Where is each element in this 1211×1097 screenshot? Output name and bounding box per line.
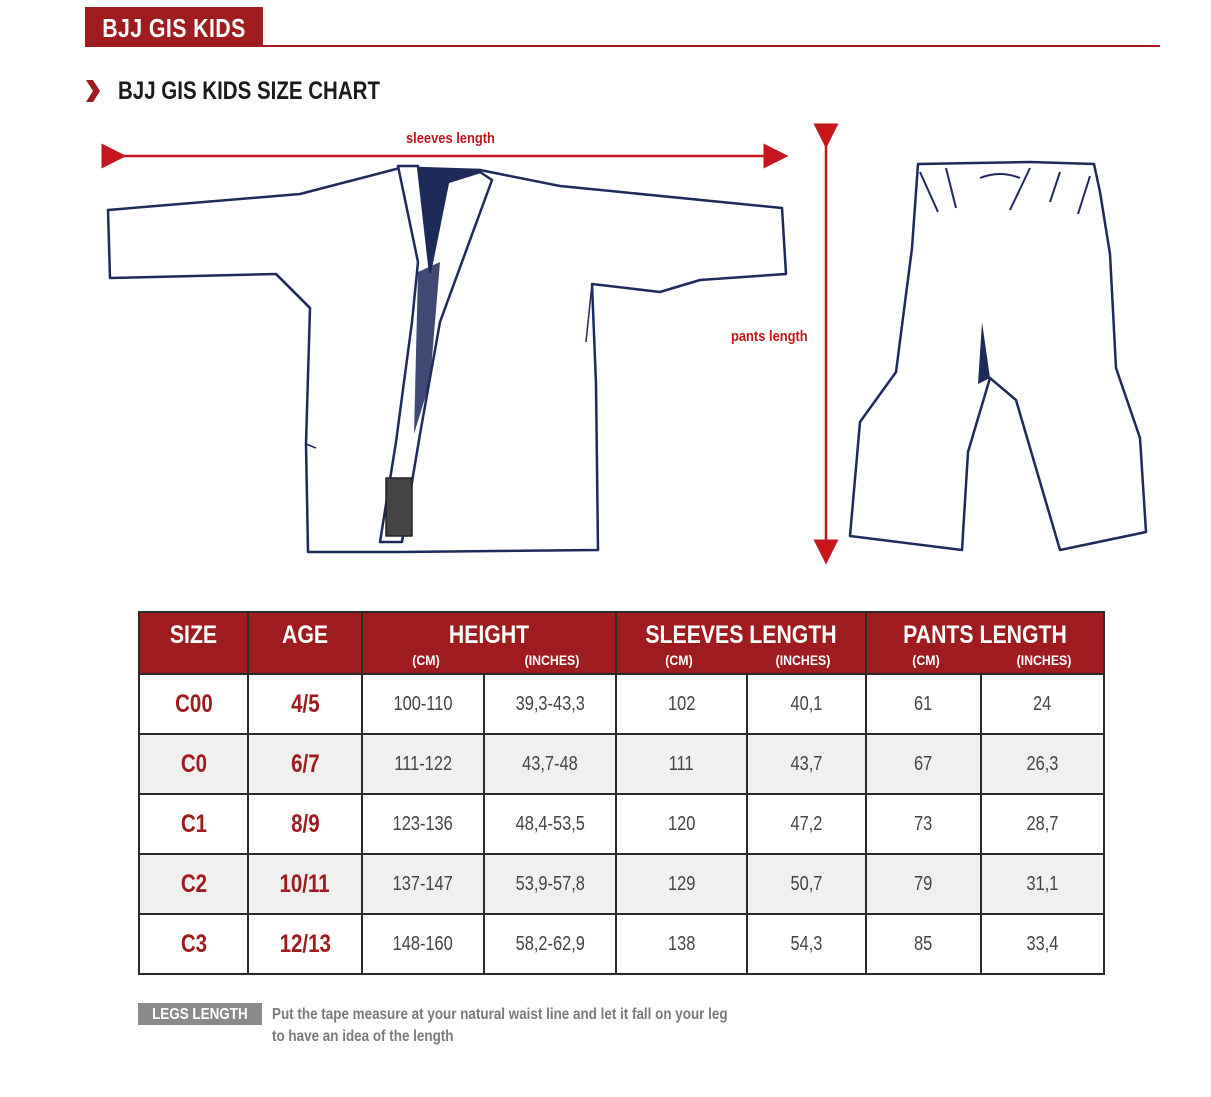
legs-length-badge-label: LEGS LENGTH (152, 1006, 248, 1023)
cell-value: 47,2 (790, 812, 823, 835)
cell-sleeves-cm (616, 674, 747, 734)
pants-unit-cm: (CM) (912, 652, 940, 668)
cell-value: 48,4-53,5 (515, 812, 585, 835)
cell-value: 123-136 (392, 812, 454, 835)
cell-value: 50,7 (790, 872, 823, 895)
cell-sleeves-in (747, 854, 866, 914)
cell-pants-in (981, 734, 1104, 794)
cell-value: 43,7-48 (522, 752, 578, 775)
cell-value: 102 (667, 692, 696, 715)
cell-sleeves-cm (616, 914, 747, 974)
cell-size (139, 794, 248, 854)
sleeves-unit-cm: (CM) (665, 652, 693, 668)
cell-height-cm (362, 734, 484, 794)
cell-value: C1 (180, 809, 207, 838)
height-unit-in: (INCHES) (524, 652, 580, 668)
cell-value: 67 (914, 752, 933, 775)
cell-height-in (484, 734, 616, 794)
cell-pants-in (981, 674, 1104, 734)
cell-age (248, 794, 362, 854)
cell-value: C00 (174, 689, 213, 718)
cell-size (139, 674, 248, 734)
pants-unit-in: (INCHES) (1016, 652, 1072, 668)
legs-length-note (272, 1004, 892, 1048)
cell-value: 33,4 (1026, 932, 1059, 955)
cell-age (248, 914, 362, 974)
cell-value: 100-110 (393, 692, 453, 715)
cell-value: 129 (667, 872, 696, 895)
cell-height-in (484, 674, 616, 734)
cell-size (139, 734, 248, 794)
cell-sleeves-cm (616, 734, 747, 794)
gi-illustration (100, 122, 1160, 567)
cell-pants-in (981, 854, 1104, 914)
page-header-title: BJJ GIS KIDS (102, 13, 246, 43)
cell-height-in (484, 794, 616, 854)
pants-length-label: pants length (731, 328, 808, 345)
cell-sleeves-in (747, 674, 866, 734)
gi-drawing (100, 122, 1160, 567)
cell-pants-cm (866, 854, 981, 914)
cell-value: 54,3 (790, 932, 823, 955)
cell-height-cm (362, 674, 484, 734)
cell-value: PANTS LENGTH (903, 621, 1067, 649)
header-height (362, 612, 616, 674)
cell-value: 53,9-57,8 (515, 872, 585, 895)
cell-pants-in (981, 794, 1104, 854)
cell-height-cm (362, 854, 484, 914)
cell-sleeves-in (747, 734, 866, 794)
header-pants-length (866, 612, 1104, 674)
cell-sleeves-cm (616, 854, 747, 914)
table-row (139, 674, 1104, 734)
cell-value: 4/5 (290, 689, 320, 718)
cell-sleeves-cm (616, 794, 747, 854)
cell-pants-cm (866, 734, 981, 794)
cell-value: 120 (667, 812, 696, 835)
cell-value: 148-160 (392, 932, 454, 955)
cell-value: 111-122 (394, 752, 452, 775)
cell-value: 8/9 (290, 809, 320, 838)
size-chart-table (138, 611, 1105, 975)
cell-value: C2 (180, 869, 207, 898)
cell-value: 24 (1033, 692, 1052, 715)
cell-sleeves-in (747, 794, 866, 854)
cell-value: 31,1 (1026, 872, 1059, 895)
cell-value: 40,1 (790, 692, 823, 715)
cell-value: HEIGHT (448, 621, 530, 649)
cell-pants-cm (866, 914, 981, 974)
cell-value: 10/11 (279, 869, 331, 898)
legs-length-badge (138, 1003, 262, 1025)
cell-value: SIZE (169, 621, 218, 649)
cell-value: 12/13 (279, 929, 331, 958)
legs-note-line1: Put the tape measure at your natural waist line and let it fall on your leg (272, 1006, 728, 1023)
header-sleeves-length (616, 612, 866, 674)
cell-value: 28,7 (1026, 812, 1059, 835)
section-title: BJJ GIS KIDS SIZE CHART (118, 76, 380, 105)
cell-value: 73 (914, 812, 933, 835)
cell-age (248, 674, 362, 734)
cell-height-cm (362, 794, 484, 854)
pants-outline (850, 162, 1146, 550)
table-header-row (139, 612, 1104, 674)
chevron-right-icon (84, 80, 100, 102)
cell-value: SLEEVES LENGTH (645, 621, 837, 649)
cell-value: AGE (281, 621, 329, 649)
cell-height-cm (362, 914, 484, 974)
cell-pants-cm (866, 674, 981, 734)
cell-age (248, 734, 362, 794)
cell-value: 6/7 (290, 749, 320, 778)
table-row (139, 914, 1104, 974)
jacket-outline (108, 166, 786, 552)
legs-note-line2: to have an idea of the length (272, 1028, 454, 1045)
cell-value: C3 (180, 929, 207, 958)
header-size (139, 612, 248, 674)
cell-value: 85 (914, 932, 933, 955)
cell-value: 26,3 (1026, 752, 1059, 775)
cell-pants-cm (866, 794, 981, 854)
cell-value: 138 (667, 932, 696, 955)
cell-value: 58,2-62,9 (515, 932, 585, 955)
cell-value: C0 (180, 749, 207, 778)
sleeves-unit-in: (INCHES) (775, 652, 831, 668)
page-header-tab (85, 7, 263, 47)
section-heading (84, 74, 438, 108)
table-row (139, 734, 1104, 794)
header-rule (85, 45, 1160, 47)
cell-sleeves-in (747, 914, 866, 974)
table-row (139, 794, 1104, 854)
cell-value: 111 (669, 752, 694, 775)
cell-value: 137-147 (392, 872, 454, 895)
cell-size (139, 914, 248, 974)
cell-height-in (484, 914, 616, 974)
cell-value: 43,7 (790, 752, 823, 775)
cell-size (139, 854, 248, 914)
cell-height-in (484, 854, 616, 914)
cell-value: 61 (914, 692, 933, 715)
header-age (248, 612, 362, 674)
cell-age (248, 854, 362, 914)
table-row (139, 854, 1104, 914)
cell-value: 39,3-43,3 (515, 692, 585, 715)
height-unit-cm: (CM) (412, 652, 440, 668)
sleeves-length-label: sleeves length (406, 130, 495, 147)
cell-value: 79 (914, 872, 933, 895)
cell-pants-in (981, 914, 1104, 974)
